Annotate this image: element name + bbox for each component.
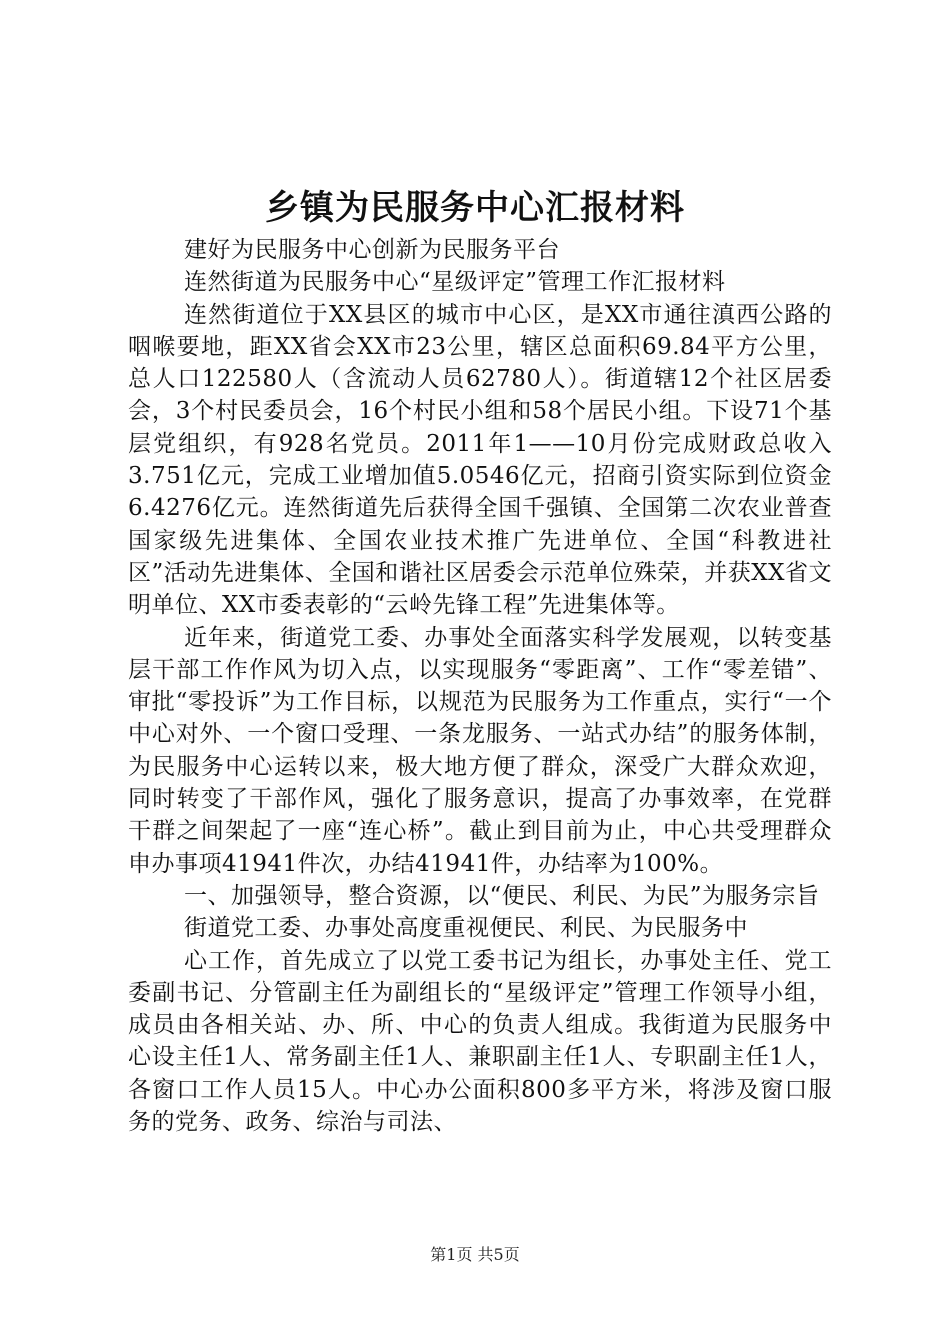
paragraph-leadership-cont: 心工作，首先成立了以党工委书记为组长，办事处主任、党工委副书记、分管副主任为副组长的“星级评定”管理工作领导小组，成员由各相关站、办、所、中心的负责人组成。我街道为民服务中心设主任1人、常务副主任1人、兼职副主任1人、专职副主任1人，各窗口工作人员15人。中心办公面积800多平方米，将涉及窗口服务的党务、政务、综治与司法、 — [128, 947, 832, 1136]
section-heading-1: 一、加强领导，整合资源，以“便民、利民、为民”为服务宗旨 — [184, 882, 820, 909]
subtitle-line: 建好为民服务中心创新为民服务平台 — [184, 237, 560, 263]
paragraph-recent-years: 近年来，街道党工委、办事处全面落实科学发展观，以转变基层干部工作作风为切入点，以实现服务“零距离”、工作“零差错”、审批“零投诉”为工作目标，以规范为民服务为工作重点，实行“一个中心对外、一个窗口受理、一条龙服务、一站式办结”的服务体制，为民服务中心运转以来，极大地方便了群众，深受广大群众欢迎，同时转变了干部作风，强化了服务意识，提高了办事效率，在党群干群之间架起了一座“连心桥”。截止到目前为止，中心共受理群众申办事项41941件次，办结41941件，办结率为100%。 — [128, 624, 832, 877]
page-footer: 第1页 共5页 — [430, 1245, 520, 1264]
report-heading: 连然街道为民服务中心“星级评定”管理工作汇报材料 — [184, 269, 726, 296]
paragraph-overview: 连然街道位于XX县区的城市中心区，是XX市通往滇西公路的咽喉要地，距XX省会XX市23公里，辖区总面积69.84平方公里，总人口122580人（含流动人员62780人）。街道辖12个社区居委会，3个村民委员会，16个村民小组和58个居民小组。下设71个基层党组织，有928名党员。2011年1——10月份完成财政总收入3.751亿元，完成工业增加值5.0546亿元，招商引资实际到位资金6.4276亿元。连然街道先后获得全国千强镇、全国第二次农业普查国家级先进集体、全国农业技术推广先进单位、全国“科教进社区”活动先进集体、全国和谐社区居委会示范单位殊荣，并获XX省文明单位、XX市委表彰的“云岭先锋工程”先进集体等。 — [128, 301, 833, 619]
document-body — [128, 234, 832, 1138]
paragraph-leadership-start: 街道党工委、办事处高度重视便民、利民、为民服务中 — [184, 915, 748, 942]
document-title: 乡镇为民服务中心汇报材料 — [265, 188, 685, 228]
